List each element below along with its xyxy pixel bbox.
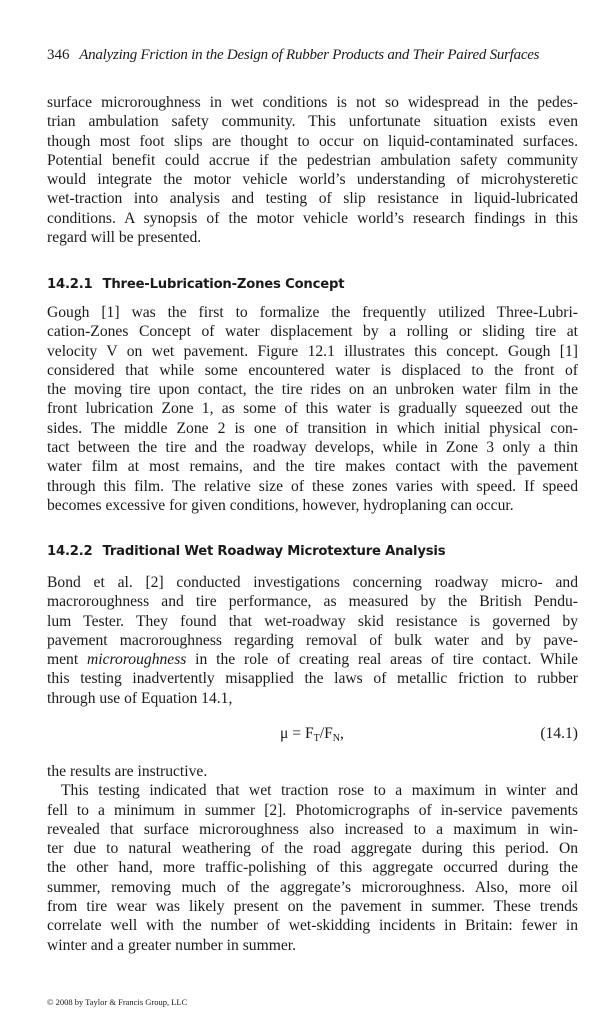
text-line: becomes excessive for given conditions, however, hydroplaning can occur. — [47, 496, 514, 514]
text-line: revealed that surface microroughness also increased to a maximum in win- — [47, 820, 578, 838]
intro-paragraph — [47, 93, 578, 247]
text-line: this testing inadvertently misapplied the laws of metallic friction to rubber — [47, 670, 578, 688]
text-line: velocity V on wet pavement. Figure 12.1 illustrates this concept. Gough [1] — [47, 342, 578, 360]
text-line: surface microroughness in wet conditions is not so widespread in the pedes- — [47, 94, 578, 111]
text-line: through this film. The relative size of these zones varies with speed. If speed — [47, 477, 578, 495]
text-line: wet-traction into analysis and testing of slip resistance in liquid-lubricated — [47, 190, 578, 208]
text-line: sides. The middle Zone 2 is one of transition in which initial physical con- — [47, 419, 578, 437]
text: ment — [47, 651, 88, 669]
equation-14-1 — [47, 725, 578, 745]
copyright-notice: © 2008 by Taylor & Francis Group, LLC — [47, 997, 188, 1007]
section-2-paragraph — [47, 573, 578, 708]
subscript: T — [313, 733, 320, 744]
text-line: Potential benefit could accrue if the pedestrian ambulation safety community — [47, 151, 578, 169]
text-line: the other hand, more traffic-polishing of this aggregate occurred during the — [47, 859, 578, 877]
section-1-paragraph — [47, 303, 578, 515]
page-number: 346 — [47, 47, 70, 63]
equation-formula — [280, 725, 344, 744]
subscript: N — [332, 733, 340, 744]
section-title: Traditional Wet Roadway Microtexture Analysis — [102, 544, 446, 559]
text-line: regard will be presented. — [47, 229, 202, 247]
equation-part: μ = F — [280, 725, 314, 742]
text-line: correlate well with the number of wet-skidding incidents in Britain: fewer in — [47, 917, 578, 935]
emphasis: microroughness — [87, 651, 187, 669]
text-line: water film at most remains, and the tire makes contact with the pavement — [47, 458, 578, 476]
text-line — [47, 650, 578, 669]
section-title: Three-Lubrication-Zones Concept — [102, 277, 345, 292]
text-line: cation-Zones Concept of water displacement by a rolling or sliding tire at — [47, 323, 578, 341]
text-line: through use of Equation 14.1, — [47, 689, 233, 707]
text-line: front lubrication Zone 1, as some of this water is gradually squeezed out the — [47, 400, 578, 418]
text-line: trian ambulation safety community. This unfortunate situation exists even — [47, 113, 578, 131]
text: in the role of creating real areas of tire contact. While — [186, 651, 578, 669]
text-line: the results are instructive. — [47, 763, 208, 780]
section-number: 14.2.2 — [47, 544, 93, 559]
book-title: Analyzing Friction in the Design of Rubber Products and Their Paired Surfaces — [79, 47, 540, 63]
equation-part: /F — [319, 725, 333, 742]
text-line: tact between the tire and the roadway develops, while in Zone 3 only a thin — [47, 439, 578, 457]
text-line: considered that while some encountered water is displaced to the front of — [47, 361, 578, 379]
text-line: Gough [1] was the first to formalize the frequently utilized Three-Lubri- — [47, 304, 578, 321]
text-line: the moving tire upon contact, the tire rides on an unbroken water film in the — [47, 381, 578, 399]
text-line: though most foot slips are thought to occur on liquid-contaminated surfaces. — [47, 132, 578, 150]
equation-number: (14.1) — [540, 725, 578, 742]
text-line: fell to a minimum in summer [2]. Photomicrographs of in-service pavements — [47, 801, 578, 819]
text-line: lum Tester. They found that wet-roadway skid resistance is governed by — [47, 612, 578, 630]
text-line: Bond et al. [2] conducted investigations concerning roadway micro- and — [47, 574, 578, 591]
running-head — [47, 47, 578, 64]
text-line: would integrate the motor vehicle world’s understanding of microhysteretic — [47, 171, 578, 189]
equation-part: , — [339, 725, 344, 742]
text-line: winter and a greater number in summer. — [47, 936, 296, 954]
post-equation-text — [47, 762, 578, 955]
section-number: 14.2.1 — [47, 277, 93, 292]
text-line: macroroughness and tire performance, as measured by the British Pendu- — [47, 593, 578, 611]
text-line: pavement macroroughness regarding removal of bulk water and by pave- — [47, 631, 578, 649]
text-line: This testing indicated that wet traction rose to a maximum in winter and — [61, 782, 578, 800]
text-line: conditions. A synopsis of the motor vehicle world’s research findings in this — [47, 209, 578, 227]
section-heading-14-2-1 — [47, 277, 344, 292]
text-line: summer, removing much of the aggregate’s microroughness. Also, more oil — [47, 878, 578, 896]
text-line: from tire wear was likely present on the pavement in summer. These trends — [47, 898, 578, 916]
text-line: ter due to natural weathering of the road aggregate during this period. On — [47, 840, 578, 858]
section-heading-14-2-2 — [47, 544, 445, 559]
